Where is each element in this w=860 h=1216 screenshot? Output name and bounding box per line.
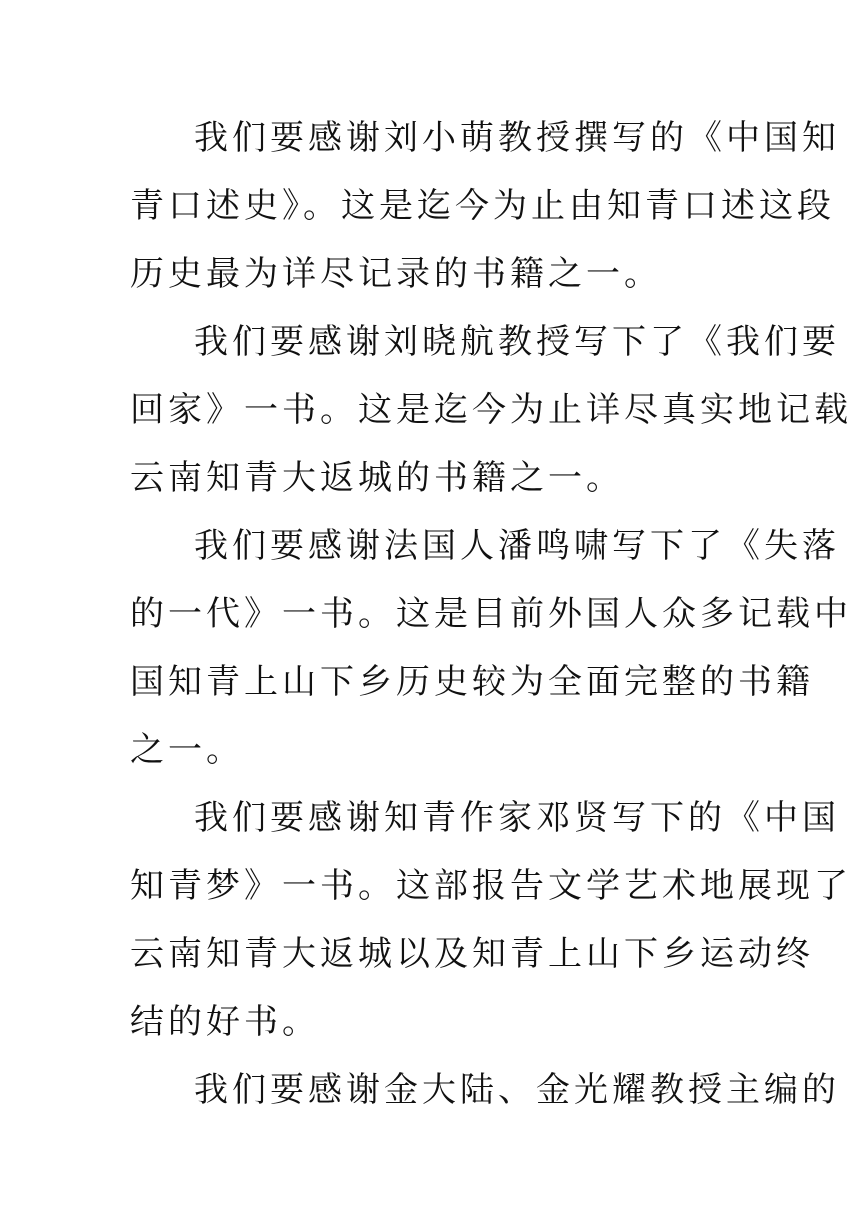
text-line: 青口述史》。这是迄今为止由知青口述这段: [130, 186, 835, 226]
body-text: [130, 104, 852, 1124]
text-line: 我们要感谢知青作家邓贤写下的《中国: [194, 798, 840, 838]
text-line: 我们要感谢金大陆、金光耀教授主编的: [194, 1070, 840, 1110]
text-line: 回家》一书。这是迄今为止详尽真实地记载: [130, 390, 852, 430]
text-line: 的一代》一书。这是目前外国人众多记载中: [130, 594, 852, 634]
text-line: 国知青上山下乡历史较为全面完整的书籍: [130, 662, 814, 702]
text-line: 我们要感谢刘晓航教授写下了《我们要: [194, 322, 840, 362]
text-line: 知青梦》一书。这部报告文学艺术地展现了: [130, 866, 852, 906]
text-line: 云南知青大返城的书籍之一。: [130, 458, 624, 498]
text-line: 历史最为详尽记录的书籍之一。: [130, 254, 662, 294]
text-line: 结的好书。: [130, 1002, 320, 1042]
text-line: 之一。: [130, 730, 244, 770]
text-line: 我们要感谢法国人潘鸣啸写下了《失落: [194, 526, 840, 566]
text-line: 我们要感谢刘小萌教授撰写的《中国知: [194, 118, 840, 158]
text-line: 云南知青大返城以及知青上山下乡运动终: [130, 934, 814, 974]
